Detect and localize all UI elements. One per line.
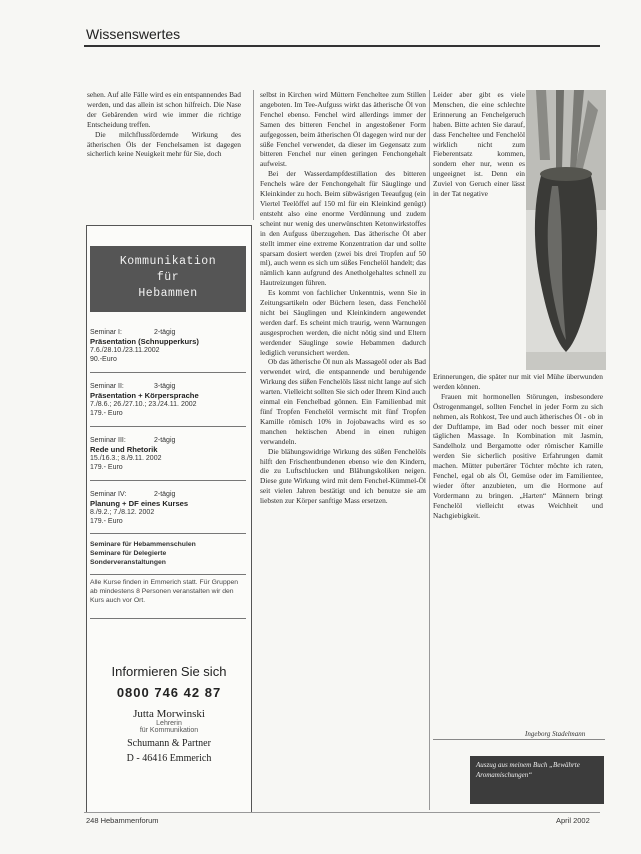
ad-banner-line: Hebammen (138, 287, 198, 300)
seminar-dates: 8./9.2.; 7./8.12. 2002 (90, 509, 155, 516)
ad-banner-line: für (156, 271, 180, 284)
seminar-label: Seminar II: (90, 383, 124, 390)
section-title: Wissenswertes (86, 26, 181, 42)
seminar-label: Seminar IV: (90, 491, 127, 498)
paragraph: Ob das ätherische Öl nun als Massageöl oder als Bad verwendet wird, die entspannende und beruhigende Wirkung des süßen Fenchelöls lässt nicht lange auf sich warten. Vielleicht sollten Sie sich oder Ihrem Kind auch einmal ein Fenchelbad gönnen. Ein Familienbad mit fünf Tropfen Fenchelöl vermischt mit fünf Tropfen Kamille römisch 10% in Jojobawachs wird es so manchen hektischen Abend in einen ruhigen verwandeln. (260, 357, 426, 446)
footer-rule (84, 812, 600, 813)
ad-city: D - 46416 Emmerich (126, 753, 212, 764)
ad-contact-role: für Kommunikation (139, 727, 199, 734)
seminar-duration: 2-tägig (154, 491, 176, 498)
ad-info-heading: Informieren Sie sich (111, 664, 227, 679)
paragraph: Bei der Wasserdampfdestillation des bitteren Fenchels wäre der Fenchongehalt für Säuglinge und Kleinkinder zu hoch. Beim sübwäsrigen Teeaufgug (ein Viertel Teelöffel auf 150 ml für ein Kleinkind genügt) entsteht also eine enorme Verdünnung und zudem scheint nur wenig des unerwünschten Ketonwirkstoffes in den Aufguss überzugehen. Das ätherische Öl aber stellt immer eine extreme Konzentration dar und sollte sparsam dosiert werden (zwei bis drei Tropfen auf 50 ml), auch wenn es sich um süßes Fenchelöl handelt; das nämlich kann aufgrund des Anetholgehaltes schnell zu Hautreizungen führen. (260, 169, 426, 288)
ad-contact-block (86, 664, 252, 764)
seminar-duration: 3-tägig (154, 383, 176, 390)
ad-firm: Schumann & Partner (127, 738, 211, 749)
divider (433, 739, 605, 740)
divider (90, 574, 246, 575)
seminar-dates: 15./16.3.; 8./9.11. 2002 (90, 455, 162, 462)
seminar-label: Seminar III: (90, 437, 126, 444)
fennel-photo (526, 90, 606, 370)
ad-banner-line: Kommunikation (119, 255, 217, 268)
seminar-title: Rede und Rhetorik (90, 445, 158, 454)
seminar-entry (90, 382, 246, 418)
seminar-entry (90, 436, 246, 472)
paragraph: selbst in Kirchen wird Müttern Fencheltee zum Stillen angeboten. Im Tee-Aufguss wirkt das ätherische Öl von Fenchel ebenso. Fenchel wird allerdings immer der Samen des bitteren Fenchel in angestoßener Form aufgegossen, beim ätherischen Öl dagegen wird nur der süße Fenchel verwendet, da dieser im Gegensatz zum bitteren Fenchel nur einen geringen Fenchongehalt aufweist. (260, 90, 426, 169)
paragraph: sehen. Auf alle Fälle wird es ein entspannendes Bad werden, und das allein ist schon hilfreich. Die Nase der Gebärenden wird wie immer die richtige Entscheidung treffen. (87, 90, 241, 129)
seminar-dates: 7.6./28.10./23.11.2002 (90, 347, 160, 354)
ad-offer-list (90, 540, 246, 567)
seminar-price: 179.- Euro (90, 464, 123, 471)
paragraph: Die milchflussfördernde Wirkung des ätherischen Öls der Fenchelsamen ist dagegen sicherlich keine Neuigkeit mehr für Sie, doch (87, 129, 241, 159)
seminar-entry (90, 490, 246, 526)
ad-note: Alle Kurse finden in Emmerich statt. Für Gruppen ab mindestens 8 Personen veranstalten wir den Kurs auch vor Ort. (90, 579, 239, 604)
paragraph: Es kommt von fachlicher Unkenntnis, wenn Sie in Zeitungsartikeln oder Büchern lesen, dass Fenchelöl nicht bei Säuglingen und Kleinkindern angewendet werden darf. Es scheint mich traurig, wenn Warnungen ausgesprochen werden, die nicht nötig sind und Eltern werdender Säuglinge sowie Hebammen dadurch lediglich verunsichert werden. (260, 288, 426, 357)
seminar-price: 179.- Euro (90, 410, 123, 417)
column-1-text (87, 90, 241, 159)
seminar-price: 90.-Euro (90, 356, 117, 363)
ad-offer-item: Seminare für Delegierte (90, 550, 167, 557)
book-caption: Auszug aus meinem Buch „Bewährte Aromamischungen“ (470, 756, 604, 804)
divider (90, 372, 246, 373)
seminar-entry (90, 328, 246, 364)
seminar-price: 179.- Euro (90, 518, 123, 525)
divider (90, 618, 246, 619)
divider (90, 480, 246, 481)
page-number-footer: 248 Hebammenforum (86, 816, 159, 825)
ad-contact-name: Jutta Morwinski (133, 708, 205, 720)
seminar-title: Planung + DF eines Kurses (90, 499, 189, 508)
paragraph: Erinnerungen, die später nur mit viel Mühe überwunden werden können. (433, 372, 603, 391)
issue-date-footer: April 2002 (556, 816, 590, 825)
ad-offer-item: Seminare für Hebammenschulen (90, 541, 196, 548)
column-3-text (433, 90, 525, 199)
seminar-duration: 2-tägig (154, 329, 176, 336)
paragraph: Frauen mit hormonellen Störungen, insbesondere Östrogenmangel, sollten Fenchel in jeder Form zu sich nehmen, als Rohkost, Tee und auch ätherisches Öl - ob in der Duftlampe, im Bad oder noch besser mit einer täglichen Massage. In Kombination mit Jasmin, Sandelholz und Bergamotte oder römischer Kamille werden Sie sicherlich positive Erfahrungen damit machen. Mütter pubertärer Töchter möchte ich raten, Fenchel, egal ob als Öl, Gemüse oder im Familientee, wieder öfter anzubieten, um die Hormone auf Vordermann zu bringen. „Harten“ Männern bringt Fenchelöl vielleicht etwas Weichheit und Nachgiebigkeit. (433, 391, 603, 520)
column-divider (429, 90, 430, 810)
ad-banner (90, 246, 246, 312)
divider (90, 533, 246, 534)
header-rule (84, 45, 600, 47)
divider (90, 426, 246, 427)
seminar-title: Präsentation + Körpersprache (90, 391, 199, 400)
seminar-title: Präsentation (Schnupperkurs) (90, 337, 199, 346)
ad-contact-role: Lehrerin (156, 720, 182, 727)
seminar-duration: 2-tägig (154, 437, 176, 444)
paragraph: Die blähungswidrige Wirkung des süßen Fenchelöls hilft den Frischentbundenen ebenso wie den Kindern, die zu Luftschlucken und Blähungskoliken neigen. Diese gute Wirkung wird mit dem Fenchel-Kümmel-Öl seit vielen Jahren bestätigt und ich benutze sie am liebsten zur Körper sanftige Mass ersetzen. (260, 446, 426, 506)
ad-offer-item: Sonderveranstaltungen (90, 559, 166, 566)
column-2-text (260, 90, 426, 506)
column-divider (253, 90, 254, 220)
paragraph: Leider aber gibt es viele Menschen, die eine schlechte Erinnerung an Fenchelgeruch haben. Bitte achten Sie darauf, dass Fencheltee und Fenchelöl wirklich nicht zum Fieberentsatz kommen, sondern eher nur, wenn es ungeeignet ist. Denn ein Zuviel von Geruch einer lässt in der Tat negative (433, 90, 525, 199)
seminar-dates: 7./8.6.; 26./27.10.; 23./24.11. 2002 (90, 401, 197, 408)
seminar-label: Seminar I: (90, 329, 122, 336)
author-signature: Ingeborg Stadelmann (525, 730, 586, 738)
column-3-continued (433, 372, 603, 521)
ad-phone-number: 0800 746 42 87 (116, 685, 222, 700)
